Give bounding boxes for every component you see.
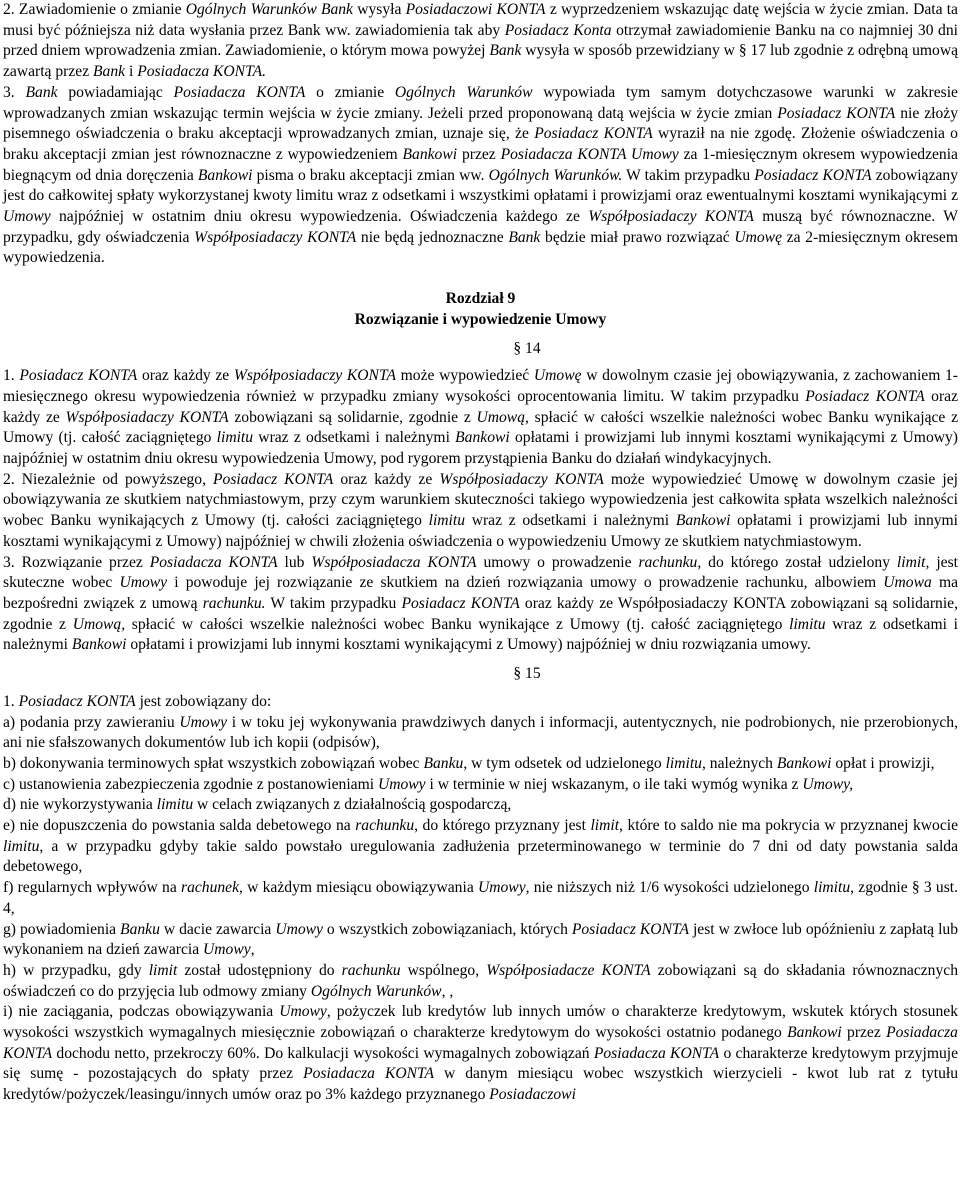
paragraph (3, 754, 958, 775)
paragraph (3, 83, 958, 269)
italic-term: rachunek, (181, 879, 243, 897)
text-run: zobowiązani są solidarnie, zgodnie z (228, 408, 477, 426)
italic-term: limit, (896, 553, 930, 571)
italic-term: Umowy (119, 574, 168, 592)
italic-term: rachunku. (202, 594, 266, 612)
paragraph (3, 775, 958, 796)
italic-term: Bankowi (675, 512, 731, 530)
text-run: w dacie zawarcia (159, 920, 276, 938)
italic-term: Posiadacza KONTA. (137, 63, 267, 81)
text-run: , należnych (701, 754, 777, 772)
text-run: opłatami i prowizjami lub innymi kosztami wynikającymi z Umowy) najpóźniej w chwili złożenia oświadczenia o wypowiedzeniu Umowy ze skutkiem natychmiastowym. (3, 512, 959, 550)
italic-term: Posiadacza KONTA Umowy (500, 145, 679, 163)
text-run: wysyła (352, 1, 406, 18)
text-run: został udostępniony do (177, 961, 342, 979)
italic-term: Umowy (203, 941, 251, 959)
italic-term: Posiadaczowi (489, 1086, 576, 1104)
italic-term: Posiadacz KONTA (401, 594, 520, 612)
italic-term: Umowa (883, 574, 932, 592)
italic-term: Posiadacza KONTA (593, 1044, 720, 1062)
paragraph (3, 470, 958, 553)
italic-term: Współposiadacze KONTA (486, 961, 651, 979)
text-run: W takim przypadku (265, 594, 402, 612)
text-run: przez (457, 145, 501, 163)
paragraph (3, 920, 958, 961)
italic-term: limitu (216, 429, 254, 447)
text-run: i w toku jej wykonywania prawdziwych danych i informacji, autentycznych, nie podrobionych, nie przerobionych, ani nie sfałszowanych dokumentów lub ich kopii (odpisów), (3, 713, 958, 752)
italic-term: limitu (156, 796, 194, 814)
italic-term: Ogólnych Warunków Bank (185, 1, 353, 18)
text-run: wyraził na nie zgodę. Złożenie oświadczenia o braku akceptacji zmian jest równoznaczne z wypowiedzeniem (3, 125, 958, 163)
text-run: oraz każdy ze Współposiadaczy KONTA zobowiązani są solidarnie, zgodnie z (3, 594, 958, 633)
italic-term: Posiadacz KONTA (754, 166, 872, 184)
paragraph (3, 692, 958, 713)
italic-term: limitu (789, 615, 826, 633)
text-run: ma bezpośredni związek z umową (3, 574, 958, 612)
italic-term: Bankowi (776, 754, 832, 772)
italic-term: Bankowi (71, 636, 127, 654)
paragraph (3, 878, 958, 919)
text-run: w danym miesiącu wobec wszystkich wierzycieli - kwot lub rat z tytułu kredytów/pożyczek/leasingu/innych umów oraz po 3% każdego przyznanego (3, 1065, 959, 1104)
text-run: najpóźniej w ostatnim dniu okresu wypowiedzenia. Oświadczenia każdego ze (50, 208, 589, 226)
italic-term: Posiadacza KONTA (303, 1065, 435, 1083)
text-run: z wyprzedzeniem wskazując datę wejścia w życie zmian. Data ta musi być późniejsza niż data wysłania przez Bank ww. zawiadomienia tak aby (3, 1, 958, 39)
italic-term: Posiadacza KONTA (149, 553, 278, 571)
text-run: nie złoży pisemnego oświadczenia o braku akceptacji wprowadzanych zmian, uznaje się, że (3, 104, 958, 143)
text-run: w celach związanych z działalnością gospodarczą, (193, 796, 512, 814)
text-run: e) nie dopuszczenia do powstania salda debetowego na (3, 817, 356, 835)
text-run: oraz każdy ze (333, 470, 440, 488)
italic-term: Posiadacz KONTA (805, 387, 925, 405)
text-run: , a w przypadku gdyby takie saldo powstało uregulowania zadłużenia przeterminowanego w terminie do 7 dni od daty powstania salda debetowego, (3, 837, 958, 876)
italic-term: Umową, (476, 408, 529, 426)
italic-term: Bank (93, 63, 126, 81)
italic-term: Umowy (279, 1003, 327, 1021)
italic-term: Współposiadacza KONTA (311, 553, 477, 571)
text-run: oraz każdy ze (137, 367, 234, 385)
text-run: opłatami i prowizjami lub innymi kosztami wynikającymi z Umowy) najpóźniej w dniu rozwiązania umowy. (126, 636, 811, 654)
text-run: w każdym miesiącu obowiązywania (242, 879, 478, 897)
italic-term: Umowę (734, 228, 782, 246)
italic-term: Posiadacz KONTA (19, 367, 138, 385)
italic-term: limit (148, 961, 178, 979)
italic-term: Bankowi (197, 166, 253, 184)
text-run: może wypowiedzieć (396, 367, 534, 385)
italic-term: Bank (489, 42, 522, 60)
text-run: , (250, 941, 255, 959)
italic-term: rachunku (355, 817, 415, 835)
text-run: , , (441, 982, 454, 1000)
italic-term: limitu (3, 837, 40, 855)
italic-term: Umową, (72, 615, 126, 633)
text-run: 2. Niezależnie od powyższego, (3, 470, 214, 488)
text-run: jest w zwłoce lub opóźnieniu z zapłatą lub wykonaniem na dzień zawarcia (3, 920, 958, 959)
text-run: nie będą jednoznaczne (356, 228, 509, 246)
text-run: , pożyczek lub kredytów lub innych umów o charakterze kredytowym, wskutek których stosunek wysokości wszystkich wymagalnych miesięcznie zobowiązań o charakterze kredytowym do wysokości ostatnio podanego (3, 1003, 958, 1042)
italic-term: Współposiadaczy KONTA (588, 208, 754, 226)
text-run: zobowiązani są do składania równoznacznych oświadczeń co do przyjęcia lub odmowy zmiany (3, 961, 958, 1000)
chapter-heading (3, 289, 958, 330)
italic-term: Umowę (533, 367, 582, 385)
italic-term: Posiadacza KONTA (173, 83, 306, 101)
italic-term: Posiadacz KONTA (571, 920, 690, 938)
paragraph (3, 366, 958, 470)
italic-term: Posiadacza KONTA (3, 1024, 958, 1062)
text-run: , do którego przyznany jest (414, 817, 591, 835)
text-run: wysyła w sposób przewidziany w § 17 lub zgodnie z odrębną umową zawartą przez (3, 42, 958, 81)
italic-term: Bank (508, 228, 541, 246)
text-run: 3. Rozwiązanie przez (3, 553, 150, 571)
text-run: i powoduje jej rozwiązanie ze skutkiem na dzień rozwiązania umowy o prowadzenie rachunku, albowiem (167, 574, 884, 592)
section-heading: § 15 (513, 665, 541, 683)
text-run: umowy o prowadzenie (476, 553, 639, 571)
italic-term: Umowy (3, 208, 51, 226)
italic-term: limitu (665, 754, 702, 772)
text-run: za 1-miesięcznym okresem wypowiedzenia biegnącym od dnia doręczenia (3, 145, 958, 184)
text-run: h) w przypadku, gdy (3, 961, 149, 979)
italic-term: Umowy (275, 920, 323, 938)
paragraph (3, 961, 958, 1002)
paragraph (3, 1002, 958, 1106)
italic-term: Bankowi (787, 1024, 842, 1042)
italic-term: Ogólnych Warunków (310, 982, 442, 1000)
text-run: g) powiadomienia (3, 920, 121, 938)
text-run: a) podania przy zawieraniu (3, 713, 180, 731)
paragraph (3, 713, 958, 754)
italic-term: Ogólnych Warunków (394, 83, 533, 101)
text-run: powiadamiając (57, 83, 174, 101)
text-run: jest zobowiązany do: (135, 692, 272, 710)
italic-term: limit (590, 817, 620, 835)
italic-term: limitu (813, 879, 851, 897)
text-run: wypowiada tym samym dotychczasowe warunki w zakresie wprowadzanych zmian wskazując termin wejścia w życie zmiany. Jeżeli przed proponowaną datą wejścia w życie zmian (3, 83, 958, 122)
section-heading: § 14 (513, 339, 541, 357)
italic-term: Banku (423, 754, 464, 772)
text-run: przez (841, 1024, 887, 1042)
text-run: o zmianie (305, 83, 395, 101)
italic-term: Umowy (179, 713, 228, 731)
italic-term: Umowy, (802, 775, 854, 793)
italic-term: Umowy (377, 775, 426, 793)
text-run: f) regularnych wpływów na (3, 879, 181, 897)
text-run: , w tym odsetek od udzielonego (463, 754, 666, 772)
text-run: będzie miał prawo rozwiązać (540, 228, 735, 246)
text-run: lub (277, 553, 312, 571)
text-run: spłacić w całości wszelkie należności wobec Banku wynikające z Umowy (tj. całość zaciągniętego (3, 408, 958, 447)
text-run: opłatami i prowizjami lub innymi kosztami wynikającymi z Umowy) najpóźniej w ostatnim dniu okresu wypowiedzenia Umowy, pod rygorem przystąpienia Banku do działań windykacyjnych. (3, 429, 958, 468)
italic-term: rachunku (341, 961, 401, 979)
italic-term: Posiadacz KONTA (18, 692, 136, 710)
text-run: pisma o braku akceptacji zmian ww. (252, 166, 489, 184)
text-run: W takim przypadku (622, 166, 755, 184)
text-run: , do którego został udzielony (697, 553, 897, 571)
paragraph (3, 553, 958, 657)
text-run: wraz z odsetkami i należnymi (253, 429, 456, 447)
italic-term: rachunku (638, 553, 698, 571)
text-run: dochodu netto, przekroczy 60%. Do kalkulacji wysokości wymagalnych zobowiązań (52, 1044, 594, 1062)
chapter-title: Rozwiązanie i wypowiedzenie Umowy (354, 310, 607, 328)
italic-term: Bankowi (455, 429, 510, 447)
italic-term: Bank (25, 83, 58, 101)
text-run: o wszystkich zobowiązaniach, których (322, 920, 572, 938)
text-run: i (125, 63, 138, 81)
text-run: o charakterze kredytowym przyjmuje się sumę - pozostających do spłaty przez (3, 1044, 958, 1083)
paragraph (3, 0, 958, 83)
italic-term: Posiadacz KONTA (213, 470, 334, 488)
paragraph (3, 795, 958, 816)
italic-term: Posiadacz Konta (504, 21, 612, 39)
text-run: muszą być równoznaczne. W przypadku, gdy oświadczenia (3, 208, 958, 246)
paragraph (3, 816, 958, 878)
text-run: wspólnego, (400, 961, 487, 979)
italic-term: Posiadacz KONTA (777, 104, 896, 122)
italic-term: Współposiadaczy KONTA (65, 408, 229, 426)
text-run: b) dokonywania terminowych spłat wszystkich zobowiązań wobec (3, 754, 424, 772)
text-run: , nie niższych niż 1/6 wysokości udzielonego (525, 879, 814, 897)
text-run: c) ustanowienia zabezpieczenia zgodnie z postanowieniami (3, 775, 378, 793)
text-run: opłat i prowizji, (831, 754, 935, 772)
text-run: w dowolnym czasie jej obowiązywania, z zachowaniem 1-miesięcznego okresu wypowiedzenia również w przypadku zmiany wysokości oprocentowania limitu. W takim przypadku (3, 367, 959, 405)
text-run: d) nie wykorzystywania (3, 796, 157, 814)
text-run: za 2-miesięcznym okresem wypowiedzenia. (3, 228, 958, 267)
italic-term: Współposiadaczy KONTA (194, 228, 357, 246)
text-run: otrzymał zawiadomienie Banku na co najmniej 30 dni przed dniem wprowadzenia zmian. Zawiadomienie, o którym mowa powyżej (3, 21, 958, 60)
italic-term: Posiadaczowi KONTA (405, 1, 546, 18)
italic-term: Bankowi (402, 145, 458, 163)
text-run: i) nie zaciągania, podczas obowiązywania (3, 1003, 280, 1021)
text-run: 3. (3, 83, 26, 101)
text-run: może wypowiedzieć Umowę w dowolnym czasie jej obowiązywania ze skutkiem natychmiastowym, przy czym warunkiem skuteczności takiego wypowiedzenia jest całkowita spłata wszelkich należności wobec Banku wynikających z Umowy (tj. całości zaciągniętego (3, 470, 958, 530)
text-run: i w terminie w niej wskazanym, o ile taki wymóg wynika z (425, 775, 803, 793)
text-run: zobowiązany jest do całkowitej spłaty wykorzystanej kwoty limitu wraz z odsetkami i wszystkimi opłatami i prowizjami oraz ewentualnymi kosztami wynikającymi z (3, 166, 959, 205)
text-run: spłacić w całości wszelkie należności wobec Banku wynikające z Umowy (tj. całość zaciągniętego (125, 615, 790, 633)
italic-term: Umowy (477, 879, 526, 897)
text-run: jest skuteczne wobec (3, 553, 958, 592)
text-run: , które to saldo nie ma pokrycia w przyznanej kwocie (619, 817, 959, 835)
text-run: , zgodnie § 3 ust. 4, (3, 879, 959, 917)
text-run: 2. Zawiadomienie o zmianie (3, 1, 186, 18)
italic-term: limitu (428, 512, 465, 530)
chapter-number: Rozdział 9 (445, 290, 516, 308)
italic-term: Ogólnych Warunków. (488, 166, 623, 184)
text-run: 1. (3, 692, 19, 710)
text-run: 1. (3, 367, 20, 385)
text-run: wraz z odsetkami i należnymi (465, 512, 676, 530)
italic-term: Współposiadaczy KONTA (439, 470, 604, 488)
italic-term: Współposiadaczy KONTA (233, 367, 396, 385)
text-run: wraz z odsetkami i należnymi (3, 615, 958, 654)
text-run: oraz każdy ze (3, 387, 959, 426)
italic-term: Posiadacz KONTA (534, 125, 653, 143)
italic-term: Banku (120, 920, 160, 938)
